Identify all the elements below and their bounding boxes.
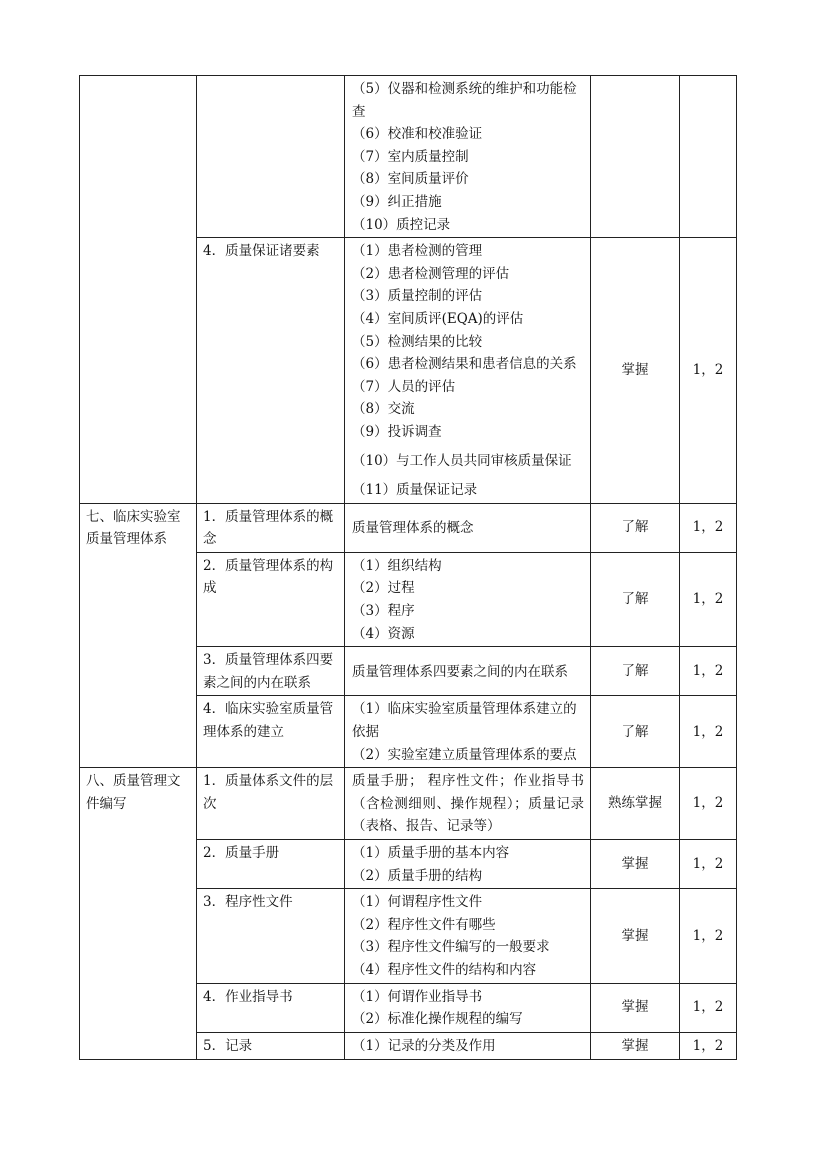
unit-cell: 4．临床实验室质量管理体系的建立 bbox=[197, 696, 345, 768]
table-row bbox=[80, 76, 737, 238]
content-cell bbox=[345, 552, 591, 646]
syllabus-table bbox=[79, 75, 737, 1060]
section-title: 七、临床实验室质量管理体系 bbox=[80, 503, 197, 768]
content-cell bbox=[345, 1032, 591, 1060]
unit-cell: 3．质量管理体系四要素之间的内在联系 bbox=[197, 647, 345, 696]
unit-cell: 4．作业指导书 bbox=[197, 983, 345, 1032]
category-cell: 1，2 bbox=[680, 983, 737, 1032]
table-row bbox=[80, 503, 737, 552]
list-item: （4）室间质评(EQA)的评估 bbox=[352, 310, 524, 327]
list-item: （2）过程 bbox=[352, 580, 415, 597]
requirement-cell: 掌握 bbox=[591, 840, 680, 889]
requirement-cell: 掌握 bbox=[591, 1032, 680, 1060]
list-item: （5）检测结果的比较 bbox=[352, 333, 483, 350]
content-cell bbox=[345, 696, 591, 768]
requirement-cell: 了解 bbox=[591, 503, 680, 552]
section-title: 八、质量管理文件编写 bbox=[80, 768, 197, 1060]
list-item: （2）患者检测管理的评估 bbox=[352, 265, 510, 282]
list-item: （3）程序性文件编写的一般要求 bbox=[352, 939, 550, 956]
list-item: （1）何谓程序性文件 bbox=[352, 894, 483, 911]
unit-cell: 2．质量手册 bbox=[197, 840, 345, 889]
requirement-cell: 熟练掌握 bbox=[591, 768, 680, 840]
list-item: （2）标准化操作规程的编写 bbox=[352, 1011, 523, 1028]
list-item: （1）质量手册的基本内容 bbox=[352, 845, 510, 861]
content-cell bbox=[345, 238, 591, 504]
section-cell-continued bbox=[80, 76, 197, 504]
list-item: （2）实验室建立质量管理体系的要点 bbox=[352, 746, 577, 763]
category-cell: 1，2 bbox=[680, 503, 737, 552]
category-cell: 1，2 bbox=[680, 840, 737, 889]
list-item: （8）室间质量评价 bbox=[352, 171, 469, 188]
unit-cell: 1．质量体系文件的层次 bbox=[197, 768, 345, 840]
list-item: （1）记录的分类及作用 bbox=[352, 1037, 496, 1054]
list-item: 质量手册； 程序性文件；作业指导书（含检测细则、操作规程）；质量记录（表格、报告、记录等） bbox=[352, 773, 584, 835]
list-item: （9）投诉调查 bbox=[352, 423, 442, 440]
list-item: （7）室内质量控制 bbox=[352, 148, 469, 165]
category-cell: 1，2 bbox=[680, 1032, 737, 1060]
requirement-cell: 了解 bbox=[591, 696, 680, 768]
list-item: （1）组织结构 bbox=[352, 557, 442, 574]
category-cell: 1，2 bbox=[680, 696, 737, 768]
requirement-cell: 掌握 bbox=[591, 983, 680, 1032]
list-item: （5）仪器和检测系统的维护和功能检查 bbox=[352, 81, 577, 120]
content-cell bbox=[345, 768, 591, 840]
unit-cell: 3．程序性文件 bbox=[197, 889, 345, 983]
content-cell bbox=[345, 76, 591, 238]
unit-cell: 4．质量保证诸要素 bbox=[197, 238, 345, 504]
content-cell bbox=[345, 840, 591, 889]
category-cell: 1，2 bbox=[680, 768, 737, 840]
list-item: （1）何谓作业指导书 bbox=[352, 988, 483, 1005]
table-row bbox=[80, 768, 737, 840]
list-item: （2）程序性文件有哪些 bbox=[352, 916, 496, 933]
requirement-cell: 了解 bbox=[591, 647, 680, 696]
list-item: （10）与工作人员共同审核质量保证 bbox=[352, 452, 572, 469]
content-cell bbox=[345, 647, 591, 696]
list-item: （4）资源 bbox=[352, 625, 415, 642]
list-item: （10）质控记录 bbox=[352, 216, 451, 233]
list-item: （6）校准和校准验证 bbox=[352, 126, 483, 143]
requirement-cell: 掌握 bbox=[591, 238, 680, 504]
unit-cell-continued bbox=[197, 76, 345, 238]
category-cell: 1，2 bbox=[680, 889, 737, 983]
requirement-cell: 掌握 bbox=[591, 889, 680, 983]
list-item: （9）纠正措施 bbox=[352, 193, 442, 210]
list-item: （8）交流 bbox=[352, 401, 415, 418]
list-item: （6）患者检测结果和患者信息的关系 bbox=[352, 356, 577, 373]
requirement-cell: 了解 bbox=[591, 552, 680, 646]
category-cell bbox=[680, 76, 737, 238]
list-item: （1）临床实验室质量管理体系建立的依据 bbox=[352, 701, 577, 741]
list-item: （11）质量保证记录 bbox=[352, 482, 478, 499]
list-item: （4）程序性文件的结构和内容 bbox=[352, 961, 537, 978]
list-item: （2）质量手册的结构 bbox=[352, 867, 483, 884]
requirement-cell bbox=[591, 76, 680, 238]
list-item: （3）程序 bbox=[352, 603, 415, 620]
unit-cell: 5．记录 bbox=[197, 1032, 345, 1060]
list-item: 质量管理体系的概念 bbox=[352, 519, 474, 536]
list-item: （1）患者检测的管理 bbox=[352, 243, 483, 260]
unit-cell: 2．质量管理体系的构成 bbox=[197, 552, 345, 646]
unit-cell: 1．质量管理体系的概念 bbox=[197, 503, 345, 552]
content-cell bbox=[345, 503, 591, 552]
category-cell: 1，2 bbox=[680, 552, 737, 646]
list-item: （3）质量控制的评估 bbox=[352, 288, 483, 305]
content-cell bbox=[345, 889, 591, 983]
category-cell: 1，2 bbox=[680, 238, 737, 504]
list-item: 质量管理体系四要素之间的内在联系 bbox=[352, 663, 568, 680]
content-cell bbox=[345, 983, 591, 1032]
list-item: （7）人员的评估 bbox=[352, 378, 456, 395]
category-cell: 1，2 bbox=[680, 647, 737, 696]
